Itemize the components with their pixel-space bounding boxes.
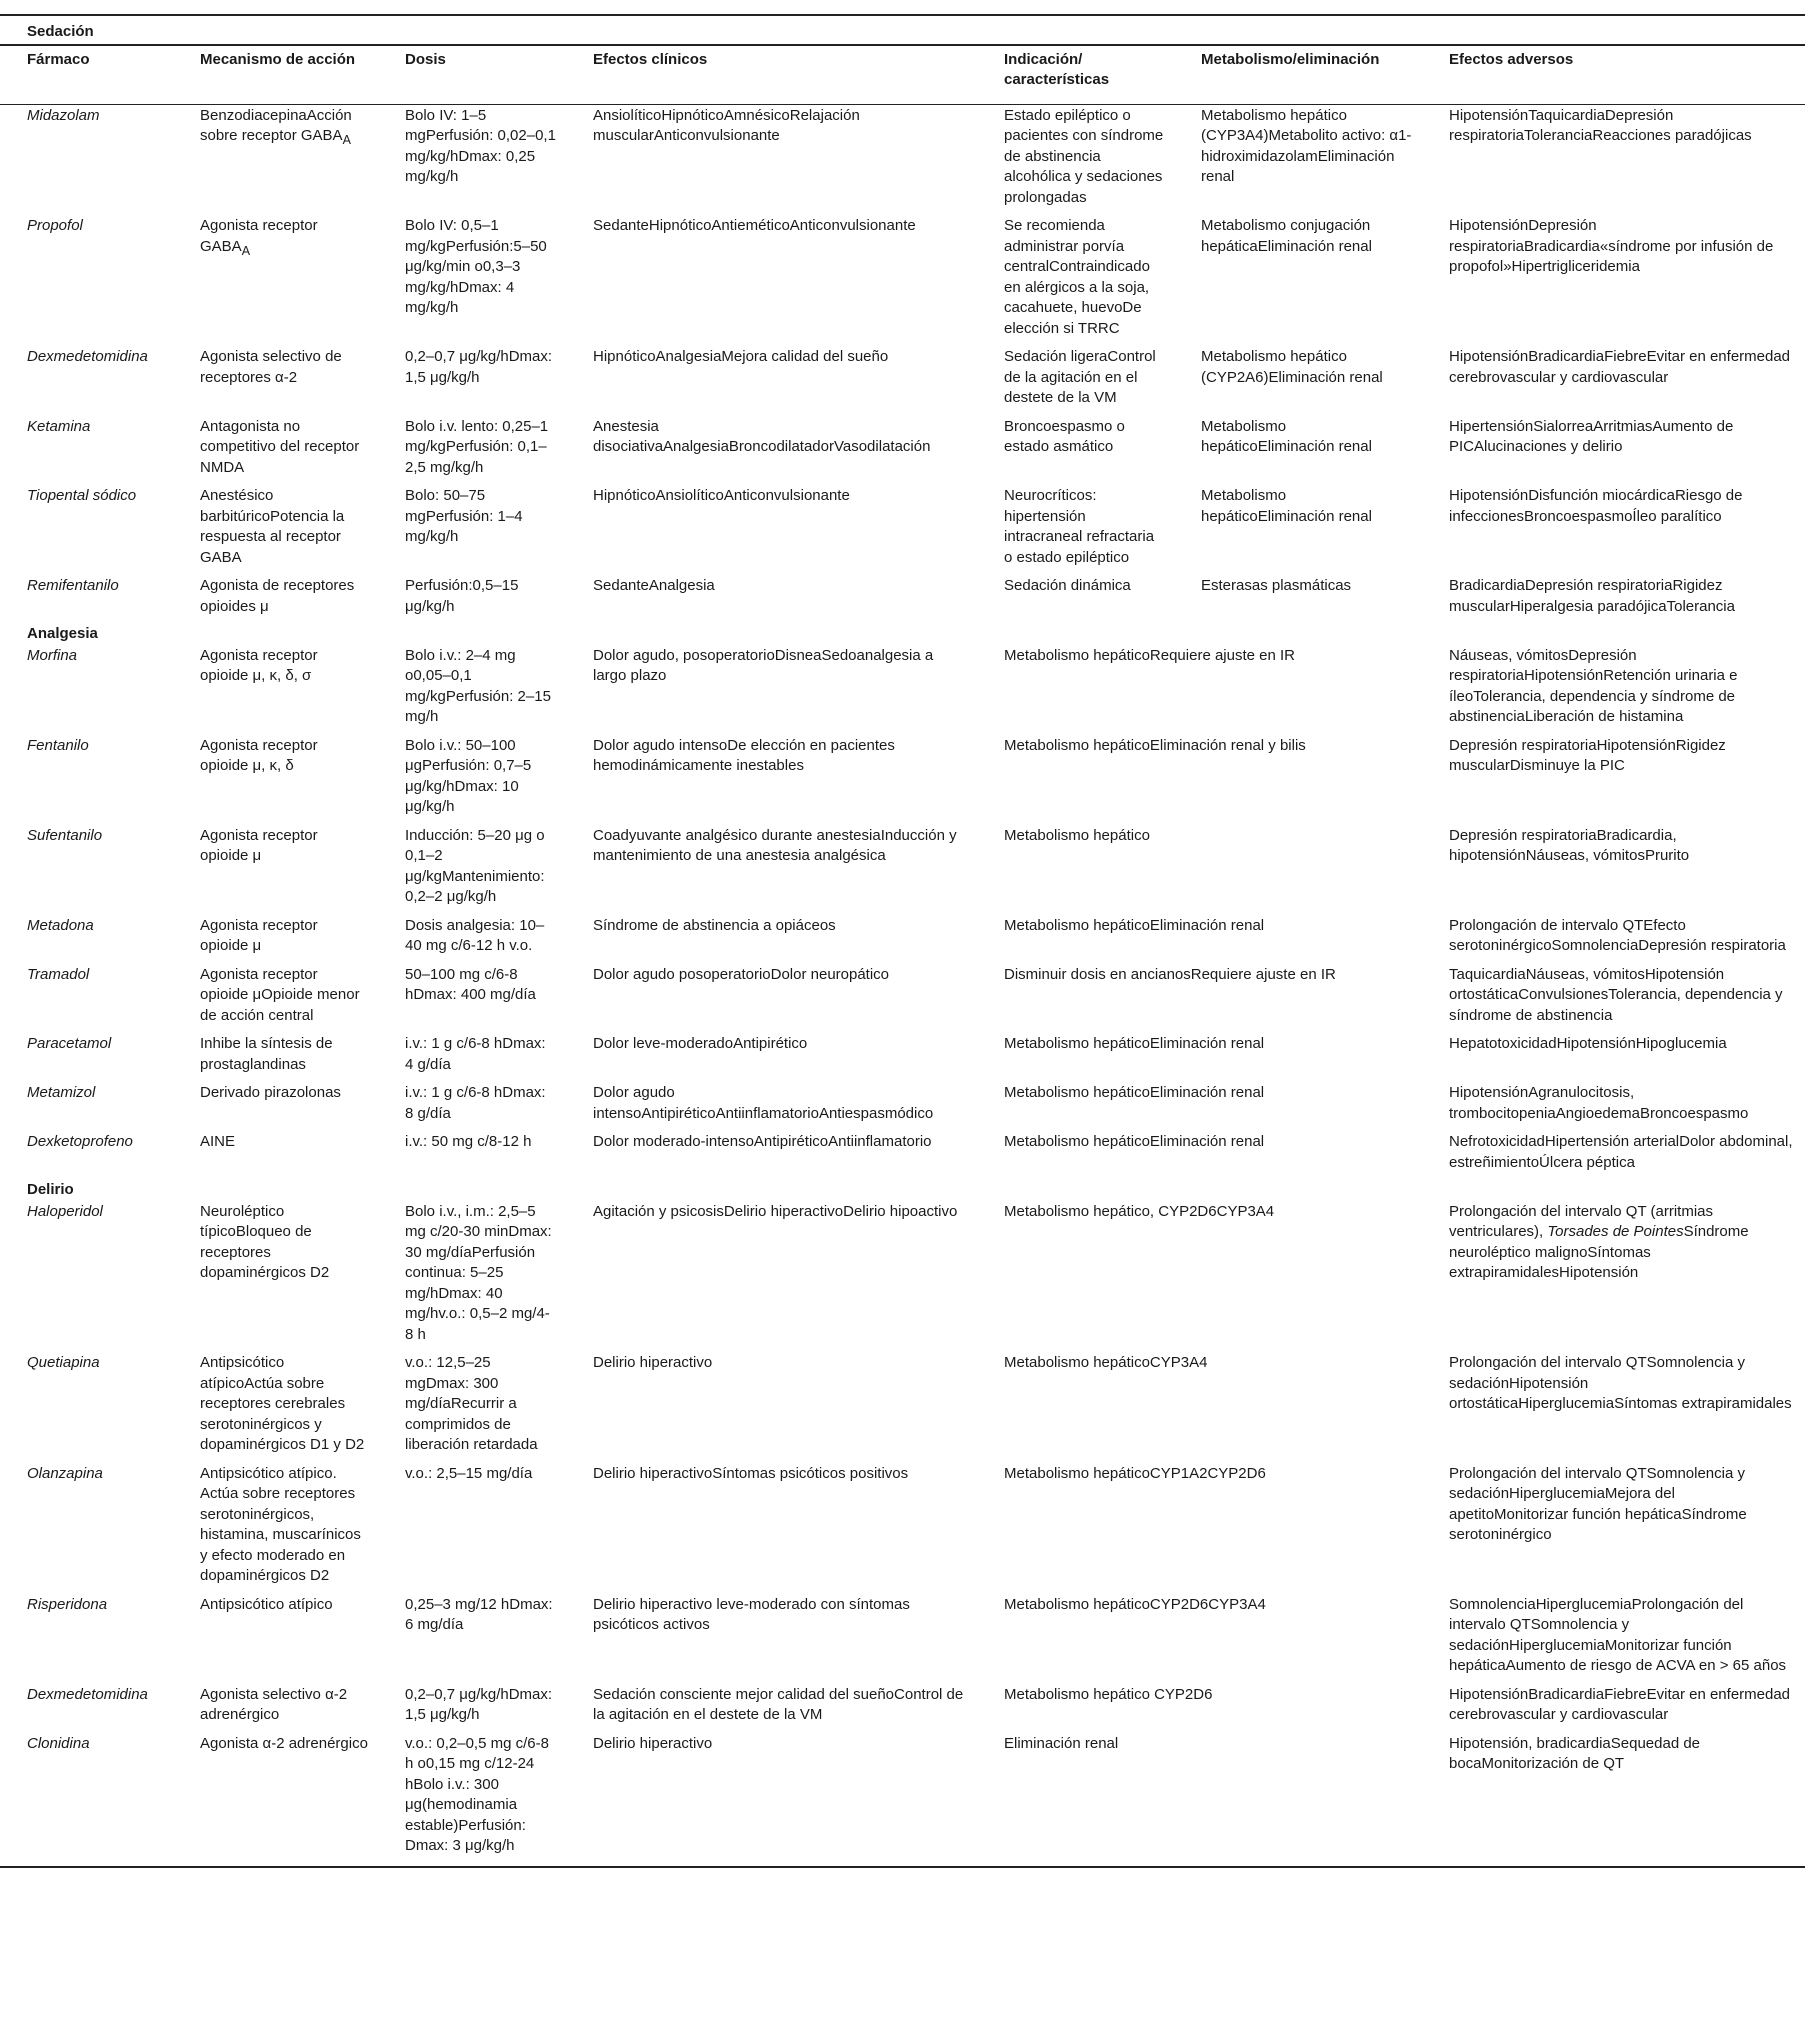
drug-name: Sufentanilo (27, 826, 103, 844)
drug-name: Fentanilo (27, 736, 89, 754)
dose-cell: Bolo i.v. lento: 0,25–1 mg/kgPerfusión: 0,1–2,5 mg/kg/h (405, 417, 549, 476)
adverse-cell (1422, 1131, 1805, 1180)
mechanism-cell (173, 825, 378, 915)
effects-cell: Síndrome de abstinencia a opiáceos (593, 916, 836, 934)
adverse-text: NefrotoxicidadHipertensión arterialDolor abdominal, estreñimientoÚlcera péptica (1449, 1133, 1793, 1171)
table-row (0, 1733, 1805, 1864)
mechanism-cell (173, 964, 378, 1034)
mechanism-text: Agonista receptor opioide μ, κ, δ, σ (200, 646, 318, 684)
adverse-text: Prolongación de intervalo QTEfecto serotoninérgicoSomnolenciaDepresión respiratoria (1449, 916, 1786, 954)
mechanism-cell (173, 1463, 378, 1594)
mechanism-cell (173, 575, 378, 624)
dose-cell: Bolo IV: 1–5 mgPerfusión: 0,02–0,1 mg/kg/hDmax: 0,25 mg/kg/h (405, 106, 556, 185)
indication-metabolism-cell: Metabolismo hepáticoEliminación renal (1004, 1133, 1265, 1150)
drug-name: Dexmedetomidina (27, 348, 148, 365)
mechanism-cell (173, 1082, 378, 1131)
drug-name: Metamizol (27, 1084, 96, 1101)
drug-name: Quetiapina (27, 1354, 100, 1371)
header-row (0, 45, 1805, 105)
table-row (0, 1463, 1805, 1594)
adverse-text-post: Síndrome neuroléptico malignoSíntomas extrapiramidalesHipotensión (1449, 1223, 1749, 1281)
mechanism-subscript: A (241, 243, 251, 258)
effects-cell: Dolor agudo, posoperatorioDisneaSedoanalgesia a largo plazo (593, 646, 934, 684)
indication-metabolism-cell: Metabolismo hepáticoRequiere ajuste en IR (1004, 646, 1295, 664)
adverse-text: HipotensiónDepresión respiratoriaBradicardia«síndrome por infusión de propofol»Hipertrigliceridemia (1449, 217, 1774, 275)
drug-name: Dexketoprofeno (27, 1133, 133, 1150)
mechanism-text: Agonista receptor opioide μ (200, 826, 318, 864)
adverse-text: Depresión respiratoriaHipotensiónRigidez muscularDisminuye la PIC (1449, 736, 1726, 774)
adverse-text: HipotensiónBradicardiaFiebreEvitar en enfermedad cerebrovascular y cardiovascular (1449, 1685, 1791, 1723)
header-cell: Mecanismo de acción (173, 45, 378, 105)
drug-name: Morfina (27, 646, 78, 664)
mechanism-cell (173, 645, 378, 735)
indication-metabolism-cell: Metabolismo hepáticoCYP3A4 (1004, 1354, 1208, 1371)
dose-cell: 0,2–0,7 μg/kg/hDmax: 1,5 μg/kg/h (405, 348, 553, 386)
adverse-cell (1422, 1463, 1805, 1594)
indication-metabolism-cell: Metabolismo hepáticoCYP2D6CYP3A4 (1004, 1595, 1266, 1613)
dose-cell: 0,2–0,7 μg/kg/hDmax: 1,5 μg/kg/h (405, 1685, 553, 1723)
adverse-emphasis: Torsades de Pointes (1547, 1223, 1684, 1240)
table-row (0, 1594, 1805, 1684)
adverse-text: Prolongación del intervalo QTSomnolencia y sedaciónHipotensión ortostáticaHiperglucemiaSíntomas extrapiramidales (1449, 1354, 1792, 1412)
section-label: Delirio (27, 1181, 74, 1198)
mechanism-text: Anestésico barbitúricoPotencia la respuesta al receptor GABA (200, 487, 345, 566)
header-cell: Dosis (378, 45, 566, 105)
table-bottom-cell (0, 1864, 1805, 1867)
mechanism-cell (173, 485, 378, 575)
adverse-cell (1422, 1594, 1805, 1684)
metabolism-cell: Esterasas plasmáticas (1201, 577, 1352, 594)
indication-metabolism-cell: Metabolismo hepáticoEliminación renal (1004, 916, 1265, 934)
mechanism-cell (173, 1131, 378, 1180)
indication-metabolism-cell: Eliminación renal (1004, 1734, 1119, 1752)
mechanism-text: Agonista selectivo α-2 adrenérgico (200, 1685, 348, 1723)
drug-name: Tiopental sódico (27, 487, 137, 504)
adverse-text: Hipotensión, bradicardiaSequedad de bocaMonitorización de QT (1449, 1734, 1701, 1772)
mechanism-text: Antipsicótico atípico (200, 1595, 333, 1613)
adverse-cell (1422, 735, 1805, 825)
dose-cell: Bolo i.v.: 2–4 mg o0,05–0,1 mg/kgPerfusión: 2–15 mg/h (405, 646, 551, 725)
adverse-cell (1422, 1684, 1805, 1733)
adverse-text: HipotensiónAgranulocitosis, trombocitopeniaAngioedemaBroncoespasmo (1449, 1084, 1749, 1122)
mechanism-text: Agonista receptor GABA (200, 217, 318, 255)
mechanism-cell (173, 416, 378, 486)
metabolism-cell: Metabolismo conjugación hepáticaEliminación renal (1201, 217, 1372, 255)
dose-cell: Inducción: 5–20 μg o 0,1–2 μg/kgMantenimiento: 0,2–2 μg/kg/h (405, 826, 545, 905)
indication-metabolism-cell: Metabolismo hepático (1004, 826, 1150, 844)
table-row (0, 1033, 1805, 1082)
mechanism-text: Antipsicótico atípico. Actúa sobre receptores serotoninérgicos, histamina, muscarínicos y efecto moderado en dopaminérgicos D2 (200, 1464, 361, 1584)
effects-cell: Dolor agudo intensoAntipiréticoAntiinflamatorioAntiespasmódico (593, 1084, 934, 1122)
indication-cell: Broncoespasmo o estado asmático (1004, 417, 1125, 455)
drug-name: Midazolam (27, 106, 100, 124)
indication-metabolism-cell: Metabolismo hepáticoEliminación renal (1004, 1084, 1265, 1101)
adverse-text: Náuseas, vómitosDepresión respiratoriaHipotensiónRetención urinaria e íleoTolerancia, dependencia y síndrome de abstinenciaLiberación de histamina (1449, 646, 1738, 725)
mechanism-cell (173, 104, 378, 215)
drug-name: Propofol (27, 217, 83, 234)
mechanism-text: AINE (200, 1133, 236, 1150)
mechanism-text: Agonista de receptores opioides μ (200, 577, 355, 615)
mechanism-cell (173, 1594, 378, 1684)
section-row (0, 1180, 1805, 1201)
adverse-cell (1422, 346, 1805, 416)
mechanism-text: BenzodiacepinaAcción sobre receptor GABA (200, 106, 352, 144)
effects-cell: Dolor leve-moderadoAntipirético (593, 1035, 808, 1052)
table-body (0, 104, 1805, 1867)
mechanism-text: Inhibe la síntesis de prostaglandinas (200, 1035, 333, 1073)
table-row (0, 346, 1805, 416)
dose-cell: i.v.: 1 g c/6-8 hDmax: 8 g/día (405, 1084, 546, 1122)
adverse-cell (1422, 104, 1805, 215)
table-row (0, 1131, 1805, 1180)
drug-name: Ketamina (27, 417, 91, 435)
dose-cell: v.o.: 2,5–15 mg/día (405, 1464, 533, 1482)
mechanism-cell (173, 1733, 378, 1864)
table-title: Sedación (0, 15, 1805, 45)
adverse-cell (1422, 215, 1805, 346)
dose-cell: i.v.: 1 g c/6-8 hDmax: 4 g/día (405, 1035, 546, 1073)
mechanism-text: Agonista selectivo de receptores α-2 (200, 348, 342, 386)
effects-cell: Coadyuvante analgésico durante anestesiaInducción y mantenimiento de una anestesia analgésica (593, 826, 957, 864)
dose-cell: v.o.: 12,5–25 mgDmax: 300 mg/díaRecurrir a comprimidos de liberación retardada (405, 1354, 538, 1453)
dose-cell: 0,25–3 mg/12 hDmax: 6 mg/día (405, 1595, 553, 1633)
effects-cell: SedanteHipnóticoAntieméticoAnticonvulsionante (593, 217, 916, 234)
mechanism-cell (173, 1352, 378, 1463)
drug-name: Haloperidol (27, 1202, 103, 1220)
mechanism-text: Derivado pirazolonas (200, 1084, 341, 1101)
adverse-text: HipotensiónBradicardiaFiebreEvitar en enfermedad cerebrovascular y cardiovascular (1449, 348, 1791, 386)
adverse-text: HipotensiónTaquicardiaDepresión respiratoriaToleranciaReacciones paradójicas (1449, 106, 1752, 144)
adverse-cell (1422, 645, 1805, 735)
mechanism-text: Agonista receptor opioide μ (200, 916, 318, 954)
mechanism-cell (173, 1033, 378, 1082)
mechanism-text: Agonista α-2 adrenérgico (200, 1734, 368, 1752)
mechanism-text: Neuroléptico típicoBloqueo de receptores dopaminérgicos D2 (200, 1202, 330, 1281)
table-row (0, 735, 1805, 825)
indication-metabolism-cell: Metabolismo hepáticoEliminación renal y bilis (1004, 736, 1306, 754)
adverse-text: HipertensiónSialorreaArritmiasAumento de PICAlucinaciones y delirio (1449, 417, 1734, 455)
mechanism-cell (173, 735, 378, 825)
mechanism-text: Agonista receptor opioide μ, κ, δ (200, 736, 318, 774)
mechanism-cell (173, 1201, 378, 1353)
dose-cell: Bolo i.v.: 50–100 μgPerfusión: 0,7–5 μg/kg/hDmax: 10 μg/kg/h (405, 736, 532, 815)
adverse-cell (1422, 1033, 1805, 1082)
drug-name: Risperidona (27, 1595, 108, 1613)
table-row (0, 416, 1805, 486)
effects-cell: Dolor agudo posoperatorioDolor neuropático (593, 965, 890, 983)
dose-cell: i.v.: 50 mg c/8-12 h (405, 1133, 532, 1150)
table-row (0, 825, 1805, 915)
effects-cell: Delirio hiperactivoSíntomas psicóticos positivos (593, 1464, 909, 1482)
adverse-cell (1422, 1733, 1805, 1864)
adverse-cell (1422, 416, 1805, 486)
table-row (0, 104, 1805, 215)
indication-metabolism-cell: Metabolismo hepático, CYP2D6CYP3A4 (1004, 1202, 1275, 1220)
effects-cell: Delirio hiperactivo (593, 1354, 713, 1371)
adverse-cell (1422, 1352, 1805, 1463)
indication-cell: Sedación dinámica (1004, 577, 1131, 594)
drug-name: Olanzapina (27, 1464, 103, 1482)
mechanism-subscript: A (342, 133, 351, 147)
dose-cell: Bolo: 50–75 mgPerfusión: 1–4 mg/kg/h (405, 487, 523, 545)
effects-cell: AnsiolíticoHipnóticoAmnésicoRelajación muscularAnticonvulsionante (593, 106, 860, 144)
adverse-cell (1422, 964, 1805, 1034)
mechanism-text: Agonista receptor opioide μOpioide menor de acción central (200, 965, 360, 1024)
adverse-text: Prolongación del intervalo QT (arritmias ventriculares), (1449, 1202, 1714, 1240)
drug-name: Metadona (27, 916, 94, 934)
indication-cell: Se recomienda administrar porvía centralContraindicado en alérgicos a la soja, cacahuete, huevoDe elección si TRRC (1004, 217, 1150, 337)
effects-cell: HipnóticoAnsiolíticoAnticonvulsionante (593, 487, 850, 504)
mechanism-cell (173, 1684, 378, 1733)
table-row (0, 964, 1805, 1034)
adverse-cell (1422, 915, 1805, 964)
indication-metabolism-cell: Metabolismo hepáticoCYP1A2CYP2D6 (1004, 1464, 1266, 1482)
dose-cell: v.o.: 0,2–0,5 mg c/6-8 h o0,15 mg c/12-24 hBolo i.v.: 300 μg(hemodinamia estable)Perfusión: Dmax: 3 μg/kg/h (405, 1734, 549, 1854)
indication-metabolism-cell: Disminuir dosis en ancianosRequiere ajuste en IR (1004, 965, 1336, 983)
mechanism-cell (173, 346, 378, 416)
header-cell: Efectos adversos (1422, 45, 1805, 105)
drug-name: Dexmedetomidina (27, 1685, 148, 1703)
indication-metabolism-cell: Metabolismo hepático CYP2D6 (1004, 1685, 1213, 1703)
dose-cell: Bolo i.v., i.m.: 2,5–5 mg c/20-30 minDmax: 30 mg/díaPerfusión continua: 5–25 mg/hDmax: 40 mg/hv.o.: 0,5–2 mg/4-8 h (405, 1202, 552, 1343)
indication-cell: Neurocríticos: hipertensión intracraneal refractaria o estado epiléptico (1004, 487, 1155, 566)
header-cell: Metabolismo/eliminación (1174, 45, 1422, 105)
metabolism-cell: Metabolismo hepáticoEliminación renal (1201, 487, 1372, 525)
adverse-text: BradicardiaDepresión respiratoriaRigidez muscularHiperalgesia paradójicaTolerancia (1449, 577, 1735, 615)
adverse-text: HipotensiónDisfunción miocárdicaRiesgo de infeccionesBroncoespasmoÍleo paralítico (1449, 487, 1743, 525)
metabolism-cell: Metabolismo hepático (CYP3A4)Metabolito activo: α1-hidroximidazolamEliminación renal (1201, 106, 1412, 185)
mechanism-cell (173, 915, 378, 964)
drug-name: Tramadol (27, 965, 90, 983)
table-row (0, 1352, 1805, 1463)
adverse-cell (1422, 825, 1805, 915)
effects-cell: Dolor agudo intensoDe elección en pacientes hemodinámicamente inestables (593, 736, 895, 774)
drug-table (0, 14, 1805, 1868)
adverse-text: HepatotoxicidadHipotensiónHipoglucemia (1449, 1035, 1727, 1052)
drug-table-document (0, 14, 1805, 1868)
adverse-text: Depresión respiratoriaBradicardia, hipotensiónNáuseas, vómitosPrurito (1449, 826, 1690, 864)
dose-cell: Bolo IV: 0,5–1 mg/kgPerfusión:5–50 μg/kg/min o0,3–3 mg/kg/hDmax: 4 mg/kg/h (405, 217, 547, 316)
section-label: Analgesia (27, 625, 98, 642)
mechanism-text: Antagonista no competitivo del receptor NMDA (200, 417, 360, 476)
table-bottom-rule (0, 1864, 1805, 1867)
mechanism-text: Antipsicótico atípicoActúa sobre receptores cerebrales serotoninérgicos y dopaminérgicos D1 y D2 (200, 1354, 365, 1453)
header-cell: Indicación/ características (977, 45, 1174, 105)
table-row (0, 575, 1805, 624)
adverse-text: TaquicardiaNáuseas, vómitosHipotensión ortostáticaConvulsionesTolerancia, dependencia y síndrome de abstinencia (1449, 965, 1783, 1024)
indication-metabolism-cell: Metabolismo hepáticoEliminación renal (1004, 1035, 1265, 1052)
table-row (0, 1684, 1805, 1733)
adverse-cell (1422, 575, 1805, 624)
effects-cell: Delirio hiperactivo (593, 1734, 713, 1752)
metabolism-cell: Metabolismo hepáticoEliminación renal (1201, 417, 1372, 455)
dose-cell: Perfusión:0,5–15 μg/kg/h (405, 577, 519, 615)
drug-name: Clonidina (27, 1734, 90, 1752)
table-row (0, 485, 1805, 575)
effects-cell: SedanteAnalgesia (593, 577, 715, 594)
adverse-cell (1422, 485, 1805, 575)
metabolism-cell: Metabolismo hepático (CYP2A6)Eliminación renal (1201, 348, 1383, 386)
drug-name: Paracetamol (27, 1035, 112, 1052)
section-row (0, 624, 1805, 645)
indication-cell: Sedación ligeraControl de la agitación en el destete de la VM (1004, 348, 1156, 406)
adverse-text: Prolongación del intervalo QTSomnolencia y sedaciónHiperglucemiaMejora del apetitoMonitorizar función hepáticaSíndrome serotoninérgico (1449, 1464, 1747, 1543)
effects-cell: HipnóticoAnalgesiaMejora calidad del sueño (593, 348, 889, 365)
dose-cell: Dosis analgesia: 10–40 mg c/6-12 h v.o. (405, 916, 545, 954)
dose-cell: 50–100 mg c/6-8 hDmax: 400 mg/día (405, 965, 536, 1003)
effects-cell: Dolor moderado-intensoAntipiréticoAntiinflamatorio (593, 1133, 932, 1150)
mechanism-cell (173, 215, 378, 346)
table-row (0, 215, 1805, 346)
table-row (0, 1201, 1805, 1353)
effects-cell: Agitación y psicosisDelirio hiperactivoDelirio hipoactivo (593, 1202, 958, 1220)
header-cell: Efectos clínicos (566, 45, 977, 105)
table-row (0, 1082, 1805, 1131)
table-row (0, 915, 1805, 964)
drug-name: Remifentanilo (27, 577, 119, 594)
effects-cell: Delirio hiperactivo leve-moderado con síntomas psicóticos activos (593, 1595, 910, 1633)
effects-cell: Sedación consciente mejor calidad del sueñoControl de la agitación en el destete de la VM (593, 1685, 964, 1723)
header-cell: Fármaco (0, 45, 173, 105)
table-row (0, 645, 1805, 735)
adverse-text: SomnolenciaHiperglucemiaProlongación del intervalo QTSomnolencia y sedaciónHiperglucemiaMonitorizar función hepáticaAumento de riesgo de ACVA en > 65 años (1449, 1595, 1787, 1674)
indication-cell: Estado epiléptico o pacientes con síndrome de abstinencia alcohólica y sedaciones prolongadas (1004, 106, 1164, 206)
table-title-row (0, 15, 1805, 45)
effects-cell: Anestesia disociativaAnalgesiaBroncodilatadorVasodilatación (593, 417, 931, 455)
adverse-cell (1422, 1201, 1805, 1353)
adverse-cell (1422, 1082, 1805, 1131)
